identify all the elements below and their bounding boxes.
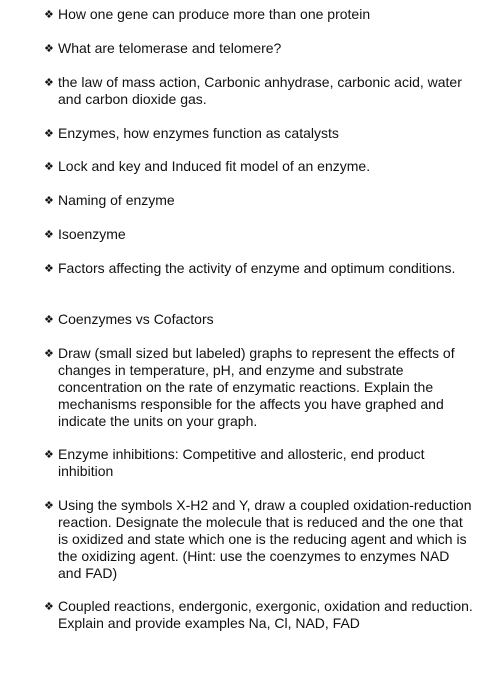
list-item-text: Naming of enzyme — [58, 192, 175, 208]
bullet-icon: ❖ — [44, 228, 54, 241]
list-item-inhibitions — [44, 446, 474, 480]
list-item-text: Using the symbols X-H2 and Y, draw a coupled oxidation-reduction reaction. Designate the molecule that is reduced and the one that is oxidized and state which one is the reducing agent and which is the oxidizing agent. (Hint: use the coenzymes to enzymes NAD and FAD) — [58, 497, 472, 581]
list-item-text: What are telomerase and telomere? — [58, 40, 282, 56]
list-item-isoenzyme — [44, 226, 474, 243]
bullet-icon: ❖ — [44, 127, 54, 140]
bullet-icon: ❖ — [44, 160, 54, 173]
bullet-icon: ❖ — [44, 499, 54, 512]
list-item-graphs — [44, 345, 474, 430]
list-item-text: How one gene can produce more than one protein — [58, 6, 371, 22]
list-item-coupled — [44, 598, 474, 632]
list-item-text: Factors affecting the activity of enzyme and optimum conditions. — [58, 260, 456, 276]
list-item-text: Coupled reactions, endergonic, exergonic, oxidation and reduction. Explain and provide examples Na, Cl, NAD, FAD — [58, 598, 473, 631]
bullet-icon: ❖ — [44, 313, 54, 326]
list-item-text: Lock and key and Induced fit model of an enzyme. — [58, 158, 371, 174]
list-item-naming — [44, 192, 474, 209]
bullet-icon: ❖ — [44, 262, 54, 275]
list-item-text: Draw (small sized but labeled) graphs to represent the effects of changes in temperature, pH, and enzyme and substrate concentration on the rate of enzymatic reactions. Explain the mechanisms responsible for the affects you have graphed and indicate the units on your graph. — [58, 345, 455, 429]
list-item-gene-protein — [44, 6, 474, 23]
list-item-factors — [44, 260, 474, 277]
list-item-telomerase — [44, 40, 474, 57]
bullet-icon: ❖ — [44, 76, 54, 89]
list-item-text: Coenzymes vs Cofactors — [58, 311, 214, 327]
list-item-text: Enzyme inhibitions: Competitive and allosteric, end product inhibition — [58, 446, 425, 479]
list-item-coenzymes — [44, 311, 474, 328]
list-item-lock-key — [44, 158, 474, 175]
bullet-icon: ❖ — [44, 42, 54, 55]
list-item-redox — [44, 497, 474, 582]
list-item-text: Enzymes, how enzymes function as catalysts — [58, 125, 339, 141]
bullet-icon: ❖ — [44, 8, 54, 21]
bullet-icon: ❖ — [44, 600, 54, 613]
list-item-text: the law of mass action, Carbonic anhydrase, carbonic acid, water and carbon dioxide gas. — [58, 74, 462, 107]
list-item-text: Isoenzyme — [58, 226, 126, 242]
bullet-icon: ❖ — [44, 347, 54, 360]
bullet-icon: ❖ — [44, 194, 54, 207]
list-item-mass-action — [44, 74, 474, 108]
bullet-icon: ❖ — [44, 448, 54, 461]
list-item-enzymes-catalysts — [44, 125, 474, 142]
